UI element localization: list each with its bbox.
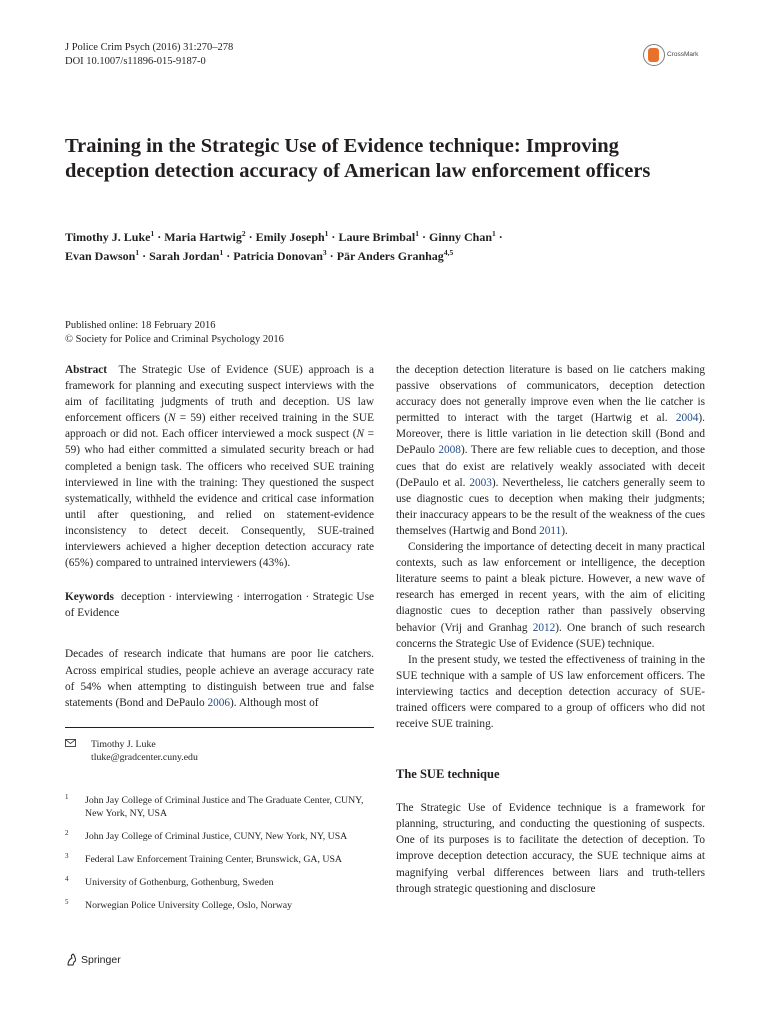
affiliation-number: 5 xyxy=(65,897,69,906)
author[interactable] xyxy=(429,230,496,244)
citation-link[interactable]: 2006 xyxy=(207,696,231,709)
author-name: Timothy J. Luke xyxy=(65,230,151,244)
author-affiliation-mark: 1 xyxy=(135,248,140,257)
corresponding-author-email[interactable]: tluke@gradcenter.cuny.edu xyxy=(91,751,198,763)
published-online: Published online: 18 February 2016 xyxy=(65,320,216,331)
body-text: the deception detection literature is based on lie catchers making passive observations of communicators, deception detection accuracy does not generally improve even when the lie catcher is permitted to interact with the target (Hartwig et al. xyxy=(396,364,705,425)
keywords-label: Keywords xyxy=(65,591,114,604)
section-heading: The SUE technique xyxy=(396,767,500,782)
intro-tail: ). Although most of xyxy=(230,696,319,709)
springer-horse-icon xyxy=(65,953,78,966)
affiliation-number: 1 xyxy=(65,792,69,801)
author-affiliation-mark: 4,5 xyxy=(443,248,454,257)
abstract-n-val-2: = 59 xyxy=(65,428,374,457)
author-affiliation-mark: 1 xyxy=(219,248,224,257)
author[interactable] xyxy=(164,230,245,244)
abstract-text-3: ) who had either committed a simulated security breach or had completed a benign task. The officers who received SUE training interviewed in line with the training: They questioned the suspect systematically, withheld the evidence and critical case information until after questioning, and relied on statement-evidence inconsistency to detect deceit. Consequently, SUE-trained interviewers achieved a higher deception detection accuracy rate (65%) compared to untrained interviewers (43%). xyxy=(65,444,374,570)
author-name: Ginny Chan xyxy=(428,230,493,244)
citation-link[interactable]: 2011 xyxy=(539,524,562,537)
crossmark-label: CrossMark xyxy=(667,51,699,58)
author-separator: · xyxy=(418,230,429,244)
abstract-n-var-1: N xyxy=(168,412,176,425)
keywords-text: deception · interviewing · interrogation · Strategic Use of Evidence xyxy=(65,591,374,620)
affiliations xyxy=(65,794,374,912)
author-separator: · xyxy=(328,230,339,244)
affiliation-text: John Jay College of Criminal Justice and The Graduate Center, CUNY, New York, NY, USA xyxy=(85,794,364,819)
body-text: Considering the importance of detecting deceit in many practical contexts, such as law enforcement or intelligence, the deception literature seems to paint a bleak picture. However, a new wave of research has emerged in recent years, with the aim of eliciting diagnostic cues to deception rather than passively observing behavior (Vrij and Granhag xyxy=(396,541,705,634)
author[interactable] xyxy=(338,230,419,244)
citation-link[interactable]: 2008 xyxy=(438,444,461,457)
body-paragraph-4: The Strategic Use of Evidence technique is a framework for planning, structuring, and conducting the questioning of suspects. One of its purposes is to facilitate the detection of deception. To improve deception detection accuracy, the SUE technique aims at magnifying verbal differences between liars and truth-tellers through strategic questioning and disclosure xyxy=(396,802,705,895)
affiliation xyxy=(65,853,374,866)
crossmark-icon xyxy=(643,44,665,66)
affiliation xyxy=(65,899,374,912)
body-paragraph-3: In the present study, we tested the effectiveness of training in the SUE technique with a sample of US law enforcement officers. The interviewing tactics and deception detection accuracy of SUE-trained officers were compared to a group of officers who did not receive SUE training. xyxy=(396,653,705,731)
correspondence xyxy=(65,738,374,764)
author-affiliation-mark: 3 xyxy=(322,248,327,257)
citation-link[interactable]: 2003 xyxy=(469,476,492,489)
author[interactable] xyxy=(233,249,326,263)
footnote-divider xyxy=(65,727,374,728)
body-text: ). One branch of such research concerns the Strategic Use of Evidence (SUE) technique. xyxy=(396,621,705,650)
author-name: Evan Dawson xyxy=(65,249,136,263)
affiliation-text: Norwegian Police University College, Oslo, Norway xyxy=(85,899,293,911)
journal-info xyxy=(65,41,233,69)
abstract-label: Abstract xyxy=(65,364,108,376)
author-name: Sarah Jordan xyxy=(149,249,220,263)
abstract-text-1: The Strategic Use of Evidence (SUE) approach is a framework for planning and executing suspect interviews with the aim of facilitating judgments of truth and deception. US law enforcement officers ( xyxy=(65,364,374,425)
author-name: Emily Joseph xyxy=(255,230,325,244)
intro-paragraph xyxy=(65,646,374,710)
affiliation-number: 4 xyxy=(65,874,69,883)
journal-citation: J Police Crim Psych (2016) 31:270–278 xyxy=(65,42,234,53)
doi[interactable]: DOI 10.1007/s11896-015-9187-0 xyxy=(65,56,206,67)
body-text: ). There are few reliable cues to deception, and those cues that do exist are relatively weakly associated with deceit (DePaulo et al. xyxy=(396,444,705,489)
publisher-logo xyxy=(65,953,121,966)
corresponding-author-name: Timothy J. Luke xyxy=(91,738,156,750)
author-separator: · xyxy=(139,249,150,263)
left-column xyxy=(65,362,374,922)
intro-text: Decades of research indicate that humans are poor lie catchers. Across empirical studies, people achieve an average accuracy rate of 54% when attempting to distinguish between true and false statements (Bond and DePaulo xyxy=(65,648,374,709)
publisher-name: Springer xyxy=(81,953,121,966)
crossmark-badge[interactable] xyxy=(643,44,703,70)
author[interactable] xyxy=(65,230,154,244)
body-paragraph-1 xyxy=(396,362,705,539)
article-title: Training in the Strategic Use of Evidence technique: Improving deception detection accuracy of American law enforcement officers xyxy=(65,135,651,182)
citation-link[interactable]: 2004 xyxy=(675,412,699,425)
affiliation-number: 3 xyxy=(65,851,69,860)
abstract-n-var-2: N xyxy=(356,428,365,441)
author-separator: · xyxy=(495,230,503,244)
author-affiliation-mark: 1 xyxy=(492,229,496,238)
copyright-notice: © Society for Police and Criminal Psychology 2016 xyxy=(65,334,284,345)
publication-info xyxy=(65,319,284,347)
body-paragraph-2 xyxy=(396,539,705,652)
author[interactable] xyxy=(65,249,139,263)
affiliation xyxy=(65,830,374,843)
citation-link[interactable]: 2012 xyxy=(532,621,556,634)
author-affiliation-mark: 1 xyxy=(324,229,329,238)
author[interactable] xyxy=(256,230,329,244)
affiliation-text: Federal Law Enforcement Training Center, Brunswick, GA, USA xyxy=(85,853,343,865)
author-name: Laure Brimbal xyxy=(338,230,416,244)
right-column xyxy=(396,362,705,897)
author-affiliation-mark: 1 xyxy=(150,229,155,238)
affiliation xyxy=(65,876,374,889)
affiliation-text: University of Gothenburg, Gothenburg, Sweden xyxy=(85,876,274,888)
author-affiliation-mark: 1 xyxy=(415,229,419,238)
affiliation-number: 2 xyxy=(65,828,69,837)
abstract-n-val-1: = 59 xyxy=(175,412,202,425)
affiliation-text: John Jay College of Criminal Justice, CUNY, New York, NY, USA xyxy=(85,830,348,842)
author-separator: · xyxy=(245,230,256,244)
author-separator: · xyxy=(223,249,234,263)
author[interactable] xyxy=(149,249,223,263)
author-name: Patricia Donovan xyxy=(233,249,323,263)
envelope-icon xyxy=(65,739,76,747)
author-affiliation-mark: 2 xyxy=(241,229,246,238)
author-separator: · xyxy=(154,230,165,244)
body-text: ). xyxy=(561,524,568,537)
author-separator: · xyxy=(326,249,337,263)
abstract xyxy=(65,362,374,571)
author-name: Pär Anders Granhag xyxy=(336,249,444,263)
abstract-text-2: ) either received training in the SUE approach or did not. Each officer interviewed a mock suspect ( xyxy=(65,412,374,441)
author[interactable] xyxy=(337,249,454,263)
body-text: ). Moreover, there is little variation in lie detection skill (Bond and DePaulo xyxy=(396,412,705,457)
keywords xyxy=(65,589,374,621)
author-list xyxy=(65,228,705,266)
author-name: Maria Hartwig xyxy=(164,230,242,244)
body-text: ). Nevertheless, lie catchers generally seem to use diagnostic cues to deception when making their judgments; their inaccuracy appears to be the result of the weakness of the cues themselves (Hartwig and Bond xyxy=(396,476,705,537)
affiliation xyxy=(65,794,374,820)
